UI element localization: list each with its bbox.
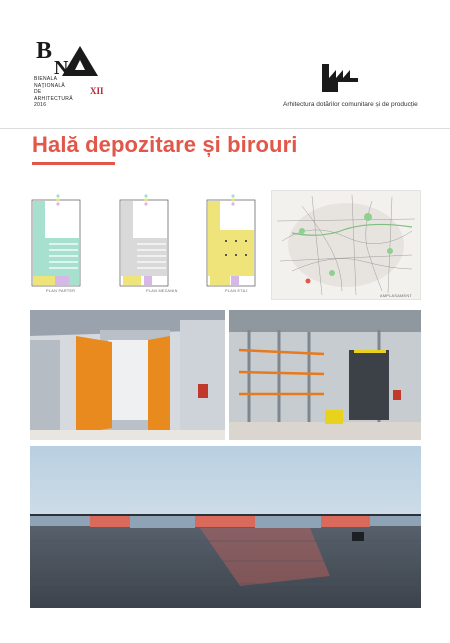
plan-mezanin [118, 190, 193, 300]
svg-text:N: N [54, 57, 69, 76]
plan-caption: PLAN MEZANIN [146, 289, 178, 293]
category-label: Arhitectura dotărilor comunitare și de producție [283, 101, 418, 108]
plan-etaj [205, 190, 275, 300]
bna-line-3: DE [34, 89, 42, 96]
header-divider [0, 128, 450, 129]
bna-line-1: BIENALA [34, 76, 58, 82]
site-map [271, 190, 421, 300]
bna-line-2: NAȚIONALĂ [34, 82, 66, 89]
bna-mark-icon [30, 36, 100, 76]
plan-parter [30, 190, 105, 300]
map-caption: AMPLASAMENT [380, 294, 412, 298]
photo-warehouse-racks [229, 310, 421, 440]
plan-caption: PLAN ETAJ [225, 289, 248, 293]
bna-text-block [34, 76, 74, 109]
page-title: Hală depozitare și birouri [32, 132, 298, 157]
svg-text:B: B [36, 38, 53, 64]
bna-logo [30, 36, 104, 122]
title-underline [32, 162, 115, 165]
photo-interior-doors [30, 310, 225, 440]
bna-line-5: 2016 [34, 102, 47, 109]
photo-facade [30, 446, 421, 608]
bna-edition: XII [90, 86, 104, 96]
bna-line-4: ARHITECTURĂ [34, 95, 73, 102]
factory-icon [322, 64, 358, 94]
plan-caption: PLAN PARTER [46, 289, 76, 293]
